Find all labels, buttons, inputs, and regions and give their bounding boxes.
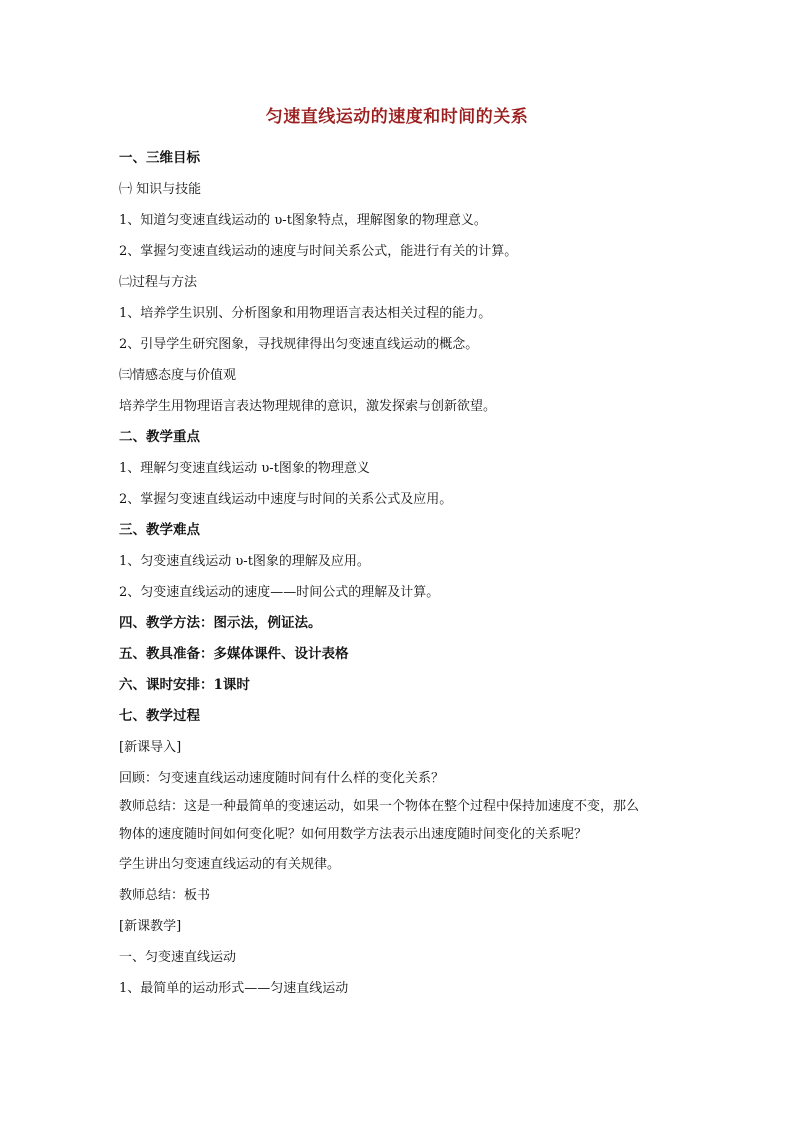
paragraph-line: 1、培养学生识别、分析图象和用物理语言表达相关过程的能力。 <box>119 306 492 321</box>
paragraph-line: 培养学生用物理语言表达物理规律的意识，激发探索与创新欲望。 <box>119 399 497 414</box>
paragraph-line: 教师总结：板书 <box>119 888 211 903</box>
paragraph-line: 1、最简单的运动形式——匀速直线运动 <box>119 981 349 996</box>
document-body <box>119 143 699 1004</box>
paragraph-line: 物体的速度随时间如何变化呢？如何用数学方法表示出速度随时间变化的关系呢？ <box>119 827 588 842</box>
paragraph-line: 学生讲出匀变速直线运动的有关规律。 <box>119 857 341 872</box>
section-heading: 五、教具准备：多媒体课件、设计表格 <box>119 646 349 662</box>
paragraph-line: 2、引导学生研究图象，寻找规律得出匀变速直线运动的概念。 <box>119 337 479 352</box>
paragraph-line: 一、匀变速直线运动 <box>119 950 237 965</box>
section-heading: 一、三维目标 <box>119 150 200 166</box>
section-heading: 二、教学重点 <box>119 429 200 445</box>
paragraph-line: 2、掌握匀变速直线运动的速度与时间关系公式，能进行有关的计算。 <box>119 244 518 259</box>
paragraph-line: [新课导入] <box>119 740 182 755</box>
section-heading: 三、教学难点 <box>119 522 200 538</box>
paragraph-line: 2、掌握匀变速直线运动中速度与时间的关系公式及应用。 <box>119 492 453 507</box>
paragraph-line: 1、匀变速直线运动 υ-t图象的理解及应用。 <box>119 554 370 569</box>
paragraph-line: ㈢情感态度与价值观 <box>119 368 237 383</box>
paragraph-line: 教师总结：这是一种最简单的变速运动，如果一个物体在整个过程中保持加速度不变，那么 <box>119 799 640 814</box>
paragraph-line: [新课教学] <box>119 919 182 934</box>
section-heading: 四、教学方法：图示法，例证法。 <box>119 615 322 631</box>
document-title: 匀速直线运动的速度和时间的关系 <box>265 107 529 127</box>
paragraph-line: 1、知道匀变速直线运动的 υ-t图象特点，理解图象的物理意义。 <box>119 213 487 228</box>
paragraph-line: 回顾：匀变速直线运动速度随时间有什么样的变化关系？ <box>119 771 445 786</box>
section-heading: 七、教学过程 <box>119 708 200 724</box>
paragraph-line: 1、理解匀变速直线运动 υ-t图象的物理意义 <box>119 461 370 476</box>
paragraph-line: ㈠ 知识与技能 <box>119 182 202 197</box>
section-heading: 六、课时安排：1课时 <box>119 677 250 693</box>
paragraph-line: 2、匀变速直线运动的速度——时间公式的理解及计算。 <box>119 585 440 600</box>
paragraph-line: ㈡过程与方法 <box>119 275 198 290</box>
